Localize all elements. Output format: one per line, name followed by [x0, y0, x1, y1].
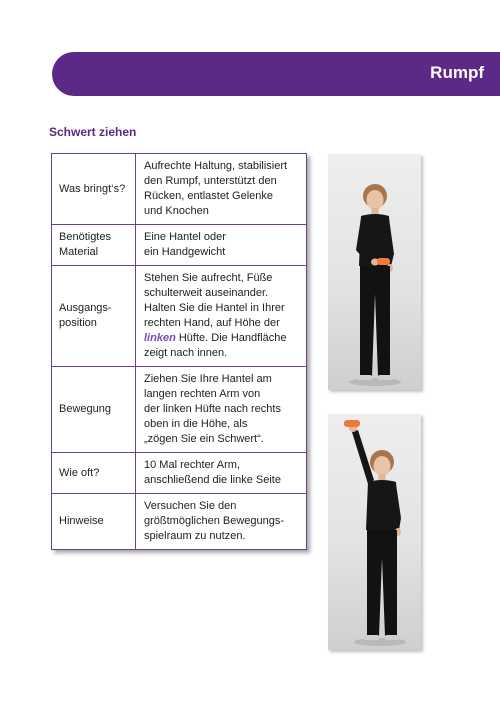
value-line: Halten Sie die Hantel in Ihrer	[144, 302, 285, 314]
value-line: langen rechten Arm von	[144, 388, 261, 400]
row-value	[136, 494, 307, 550]
table-row	[52, 494, 307, 550]
value-line: Rücken, entlastet Gelenke	[144, 190, 274, 202]
emphasis-text: linken	[144, 332, 176, 344]
value-line: 10 Mal rechter Arm,	[144, 459, 240, 471]
value-line: Eine Hantel oder	[144, 231, 226, 243]
value-line: ein Handgewicht	[144, 246, 226, 258]
value-line: Ziehen Sie Ihre Hantel am	[144, 373, 272, 385]
row-label	[52, 225, 136, 266]
label-line: Material	[59, 246, 99, 258]
exercise-table	[51, 153, 307, 550]
table-row	[52, 367, 307, 453]
value-line: Aufrechte Haltung, stabilisiert	[144, 160, 288, 172]
table-row	[52, 266, 307, 367]
row-value	[136, 225, 307, 266]
row-value	[136, 367, 307, 453]
value-line: „zögen Sie ein Schwert“.	[144, 433, 264, 445]
label-line: position	[59, 317, 97, 329]
value-line: schulterweit auseinander.	[144, 287, 269, 299]
table-row	[52, 154, 307, 225]
value-line: zeigt nach innen.	[144, 347, 228, 359]
value-line: der linken Hüfte nach rechts	[144, 403, 281, 415]
label-line: Benötigtes	[59, 231, 111, 243]
table-row	[52, 453, 307, 494]
woman-raising-dumbbell-overhead-photo	[328, 414, 421, 650]
value-line: spielraum zu nutzen.	[144, 530, 246, 542]
row-value	[136, 154, 307, 225]
label-line: Ausgangs-	[59, 302, 112, 314]
row-label: Was bringt‘s?	[52, 154, 136, 225]
row-label: Wie oft?	[52, 453, 136, 494]
section-title: Schwert ziehen	[49, 125, 137, 139]
row-value	[136, 266, 307, 367]
value-line: oben in die Höhe, als	[144, 418, 248, 430]
value-line: den Rumpf, unterstützt den	[144, 175, 277, 187]
row-label: Hinweise	[52, 494, 136, 550]
table-row	[52, 225, 307, 266]
page-title: Rumpf	[430, 63, 484, 82]
movement-figure	[328, 414, 421, 650]
value-line: Stehen Sie aufrecht, Füße	[144, 272, 273, 284]
value-line: anschließend die linke Seite	[144, 474, 281, 486]
value-line: größtmöglichen Bewegungs-	[144, 515, 285, 527]
row-label	[52, 266, 136, 367]
value-line: rechten Hand, auf Höhe der	[144, 317, 280, 329]
value-line: und Knochen	[144, 205, 209, 217]
header-bar	[52, 52, 500, 96]
woman-holding-dumbbell-at-hip-photo	[328, 154, 421, 390]
row-value	[136, 453, 307, 494]
value-line: Versuchen Sie den	[144, 500, 237, 512]
starting-position-figure	[328, 154, 421, 390]
value-line: Hüfte. Die Handfläche	[175, 332, 287, 344]
row-label: Bewegung	[52, 367, 136, 453]
